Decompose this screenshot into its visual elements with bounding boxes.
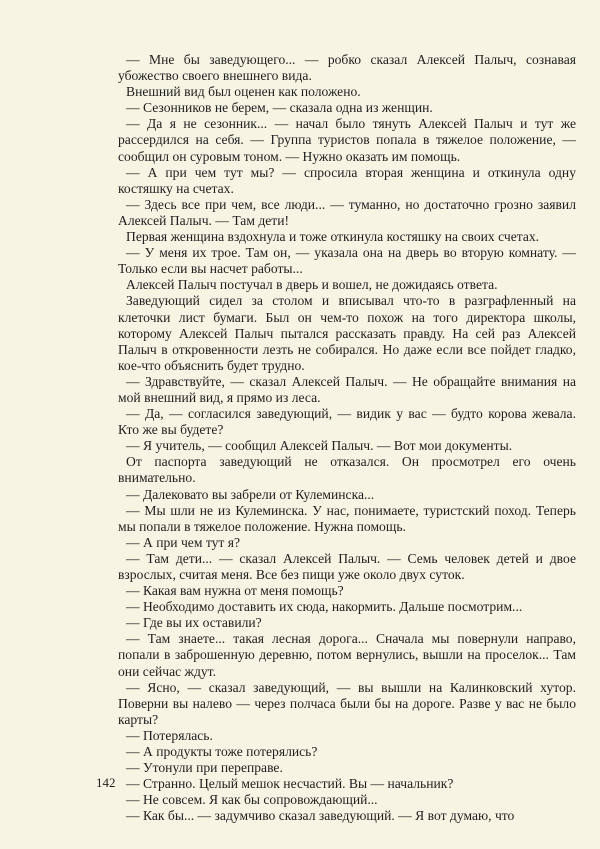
paragraph: — Ясно, — сказал заведующий, — вы вышли на Калинковский хутор. Поверни вы налево — через полчаса были бы на дороге. Разве у вас не было карты? [118,679,576,727]
paragraph: Внешний вид был оценен как положено. [126,84,361,100]
paragraph: — Какая вам нужна от меня помощь? [126,583,344,599]
paragraph: — У меня их трое. Там он, — указала она на дверь во вторую комнату. — Только если вы насчет работы... [118,245,576,277]
paragraph: — Там знаете... такая лесная дорога... Сначала мы повернули направо, попали в заброшенную деревню, потом вернулись, вышли на проселок... Там они сейчас ждут. [118,631,576,679]
paragraph: — Необходимо доставить их сюда, накормить. Дальше посмотрим... [126,599,523,615]
paragraph: — Не совсем. Я как бы сопровождающий... [126,792,378,808]
paragraph: От паспорта заведующий не отказался. Он просмотрел его очень внимательно. [118,454,576,486]
paragraph: — Далековато вы забрели от Кулеминска... [126,486,375,502]
page-number: 142 [96,775,116,790]
paragraph: — Мы шли не из Кулеминска. У нас, понимаете, туристский поход. Теперь мы попали в тяжелое положение. Нужна помощь. [118,502,576,534]
paragraph: — Мне бы заведующего... — робко сказал Алексей Палыч, сознавая убожество своего внешнего вида. [118,52,576,84]
paragraph: — Здесь все при чем, все люди... — туманно, но достаточно грозно заявил Алексей Палыч. — Там дети! [118,196,576,228]
paragraph: Первая женщина вздохнула и тоже откинула костяшку на своих счетах. [126,229,540,245]
paragraph: — Как бы... — задумчиво сказал заведующий. — Я вот думаю, что [126,808,515,824]
paragraph: — Да я не сезонник... — начал было тянуть Алексей Палыч и тут же рассердился на себя. — Группа туристов попала в тяжелое положение, — сообщил он суровым тоном. — Нужно оказать им помощь. [118,116,576,164]
paragraph: — Там дети... — сказал Алексей Палыч. — Семь человек детей и двое взрослых, считая меня. Все без пищи уже около двух суток. [118,550,576,582]
paragraph: — Утонули при переправе. [126,760,283,776]
paragraph: — А продукты тоже потерялись? [126,744,318,760]
paragraph: Заведующий сидел за столом и вписывал что-то в разграфленный на клеточки лист бумаги. Был он чем-то похож на того директора школы, которому Алексей Палыч пытался рассказать правду. На сей раз Алексей Палыч в откровенности лезть не собирался. Но даже если все пойдет гладко, кое-что объяснить будет трудно. [118,293,576,373]
paragraph: — Да, — согласился заведующий, — видик у вас — будто корова жевала. Кто же вы будете? [118,406,576,438]
paragraph: — Сезонников не берем, — сказала одна из женщин. [126,100,433,116]
paragraph: Алексей Палыч постучал в дверь и вошел, не дожидаясь ответа. [126,277,498,293]
paragraph: — Я учитель, — сообщил Алексей Палыч. — Вот мои документы. [126,438,513,454]
page-body-text [118,52,576,825]
paragraph: — Потерялась. [126,727,213,743]
paragraph: — Странно. Целый мешок несчастий. Вы — начальник? [126,776,454,792]
paragraph: — Здравствуйте, — сказал Алексей Палыч. — Не обращайте внимания на мой внешний вид, я прямо из леса. [118,373,576,405]
paragraph: — А при чем тут я? [126,534,241,550]
paragraph: — А при чем тут мы? — спросила вторая женщина и откинула одну костяшку на счетах. [118,164,576,196]
paragraph: — Где вы их оставили? [126,615,262,631]
